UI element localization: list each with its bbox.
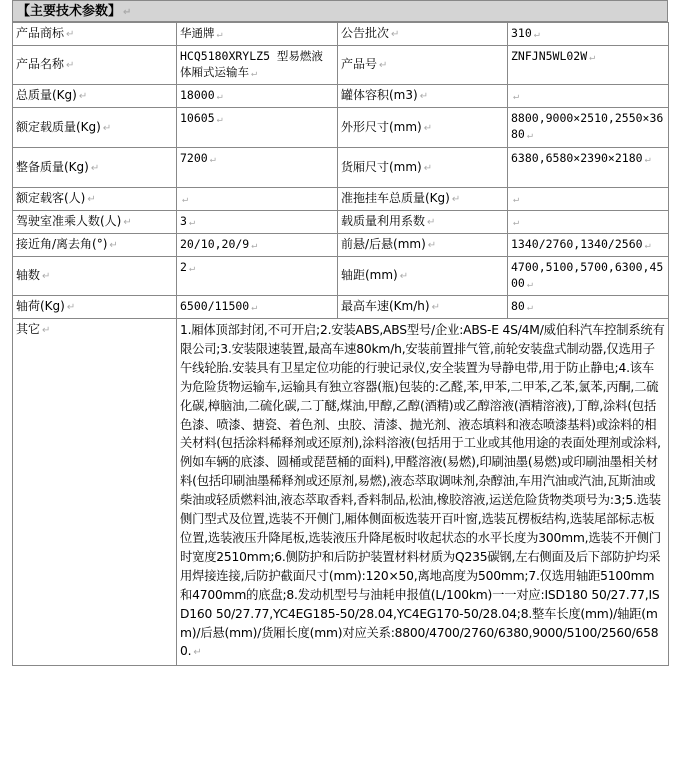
field-label-cell: [338, 148, 508, 188]
paragraph-mark-icon: ↵: [391, 29, 400, 40]
field-label-cell: [13, 211, 177, 234]
field-value-cell: [508, 188, 669, 211]
paragraph-mark-icon: ↵: [209, 154, 216, 165]
field-label: 最高车速(Km/h): [341, 299, 430, 313]
spec-row: [13, 23, 669, 46]
field-label-cell: [13, 108, 177, 148]
field-value-cell: [177, 234, 338, 257]
paragraph-mark-icon: ↵: [78, 91, 88, 102]
other-label: 其它: [16, 322, 41, 336]
field-label: 货厢尺寸(mm): [341, 159, 422, 174]
paragraph-mark-icon: ↵: [87, 194, 96, 205]
paragraph-mark-icon: ↵: [66, 29, 75, 40]
paragraph-mark-icon: ↵: [109, 240, 118, 251]
field-label-cell: [338, 108, 508, 148]
spec-table: [12, 22, 669, 666]
field-value-cell: [508, 296, 669, 319]
field-label: 载质量利用系数: [341, 214, 426, 228]
field-label: 额定载客(人): [16, 191, 86, 205]
field-label-cell: [338, 296, 508, 319]
paragraph-mark-icon: ↵: [513, 217, 520, 228]
field-label: 轴距(mm): [341, 268, 398, 282]
field-value: 10605: [180, 111, 215, 125]
field-value-cell: [508, 85, 669, 108]
paragraph-mark-icon: ↵: [90, 162, 100, 174]
field-value: HCQ5180XRYLZ5 型易燃液体厢式运输车: [180, 49, 323, 79]
paragraph-mark-icon: ↵: [251, 240, 258, 251]
field-value-cell: [177, 296, 338, 319]
field-value-cell: [177, 23, 338, 46]
other-text-cell: [177, 319, 669, 666]
paragraph-mark-icon: ↵: [399, 271, 409, 282]
field-value-cell: [508, 108, 669, 148]
paragraph-mark-icon: ↵: [533, 29, 540, 40]
other-label-cell: [13, 319, 177, 666]
field-value: 20/10,20/9: [180, 237, 250, 251]
paragraph-mark-icon: ↵: [644, 154, 651, 165]
paragraph-mark-icon: ↵: [526, 302, 533, 313]
spec-row: [13, 296, 669, 319]
field-value: 7200: [180, 151, 208, 165]
field-value: 80: [511, 299, 525, 313]
spec-row: [13, 234, 669, 257]
field-label: 驾驶室准乘人数(人): [16, 214, 122, 228]
spec-row: [13, 108, 669, 148]
spec-row: [13, 46, 669, 85]
field-label: 额定载质量(Kg): [16, 119, 101, 134]
paragraph-mark-icon: ↵: [216, 29, 223, 40]
section-header-text: 【主要技术参数】: [17, 4, 122, 19]
spec-row: [13, 85, 669, 108]
paragraph-mark-icon: ↵: [102, 122, 112, 134]
field-label-cell: [338, 211, 508, 234]
field-value-cell: [177, 85, 338, 108]
other-text: 1.厢体顶部封闭,不可开启;2.安装ABS,ABS型号/企业:ABS-E 4S/4M/威伯科汽车控制系统有限公司;3.安装限速装置,最高车速80km/h,安装前置排气管,前轮安装盘式制动器,仅选用子午线轮胎.安装具有卫星定位功能的行驶记录仪,安全装置为导静电带,用于防止静电;4.该车为危险货物运输车,运输具有独立容器(瓶)包装的:乙醛,苯,甲苯,二甲苯,乙苯,氯苯,丙酮,二硫化碳,樟脑油,二硫化碳,二丁醚,煤油,甲醇,乙醇(酒精)或乙醇溶液(酒精溶液),丁醇,涂料(包括色漆、喷漆、搪瓷、着色剂、虫胶、清漆、抛光剂、液态填料和液态喷漆基料)或涂料的相关材料(包括涂料稀释剂或还原剂),涂料溶液(包括用于工业或其他用途的表面处理剂或涂料,例如车辆的底漆、圆桶或琵琶桶的面料),甲醛溶液(易燃),印刷油墨(易燃)或印刷油墨相关材料(包括印刷油墨稀释剂或还原剂,易燃),液态萃取调味剂,杂醇油,车用汽油或汽油,瓦斯油或柴油或轻质燃料油,液态萃取香料,香料制品,松油,橡胶溶液,运送危险货物类项号为:3;5.选装侧门型式及位置,选装不开侧门,厢体侧面板选装开百叶窗,选装瓦楞板结构,选装尾部标志板位置,选装液压升降尾板,选装液压升降尾板时收起状态的水平长度为300mm,选装不开侧门时宽度2510mm;6.侧防护和后防护装置材料材质为Q235碳钢,左右侧面及后下部防护均采用焊接连接,后防护截面尺寸(mm):120×50,离地高度为500mm;7.仅选用轴距5100mm和4700mm的底盘;8.发动机型号与油耗申报值(L/100km)一一对应:ISD180 50/27.77,ISD160 50/27.77,YC4EG185-50/28.04,YC4EG170-50/28.04;8.整车长度(mm)/轴距(mm)/后悬(mm)/货厢长度(mm)对应关系:8800/4700/2760/6380,9000/5100/2560/6580.: [180, 323, 665, 659]
paragraph-mark-icon: ↵: [644, 240, 651, 251]
spec-row: [13, 148, 669, 188]
field-label: 轴数: [16, 268, 41, 282]
other-row: [13, 319, 669, 666]
field-value: 2: [180, 260, 187, 274]
field-value: 18000: [180, 88, 215, 102]
spec-row: [13, 211, 669, 234]
paragraph-mark-icon: ↵: [216, 114, 223, 125]
paragraph-mark-icon: ↵: [423, 162, 433, 174]
field-value: 6380,6580×2390×2180: [511, 151, 643, 165]
paragraph-mark-icon: ↵: [419, 91, 429, 102]
field-label-cell: [338, 234, 508, 257]
field-label: 轴荷(Kg): [16, 299, 65, 313]
field-value: 8800,9000×2510,2550×3680: [511, 111, 664, 141]
paragraph-mark-icon: ↵: [193, 647, 202, 659]
field-label: 外形尺寸(mm): [341, 119, 422, 134]
field-label: 总质量(Kg): [16, 88, 77, 102]
field-value: 6500/11500: [180, 299, 250, 313]
paragraph-mark-icon: ↵: [123, 7, 132, 18]
paragraph-mark-icon: ↵: [42, 271, 51, 282]
field-label: 接近角/离去角(°): [16, 237, 108, 251]
field-value-cell: [508, 257, 669, 296]
field-label: 前悬/后悬(mm): [341, 237, 426, 251]
spec-document: [12, 0, 668, 666]
paragraph-mark-icon: ↵: [188, 217, 195, 228]
paragraph-mark-icon: ↵: [66, 60, 75, 71]
field-value: 3: [180, 214, 187, 228]
paragraph-mark-icon: ↵: [42, 325, 51, 336]
paragraph-mark-icon: ↵: [66, 302, 76, 313]
paragraph-mark-icon: ↵: [423, 122, 433, 134]
paragraph-mark-icon: ↵: [188, 263, 195, 274]
field-label-cell: [13, 257, 177, 296]
field-value-cell: [177, 46, 338, 85]
paragraph-mark-icon: ↵: [526, 130, 533, 141]
field-label-cell: [13, 296, 177, 319]
field-value: 1340/2760,1340/2560: [511, 237, 643, 251]
field-value: ZNFJN5WL02W: [511, 49, 588, 63]
paragraph-mark-icon: ↵: [123, 217, 132, 228]
field-value-cell: [508, 234, 669, 257]
section-header: [12, 0, 668, 22]
field-value-cell: [177, 211, 338, 234]
field-label-cell: [13, 188, 177, 211]
field-label-cell: [13, 148, 177, 188]
paragraph-mark-icon: ↵: [216, 91, 223, 102]
field-label: 罐体容积(m3): [341, 88, 418, 102]
field-label: 准拖挂车总质量(Kg): [341, 191, 450, 205]
field-value-cell: [508, 148, 669, 188]
paragraph-mark-icon: ↵: [513, 91, 520, 102]
field-label-cell: [13, 85, 177, 108]
field-value: 华通牌: [180, 26, 215, 40]
field-label-cell: [13, 234, 177, 257]
field-label-cell: [13, 23, 177, 46]
paragraph-mark-icon: ↵: [431, 302, 440, 313]
spec-table-body: [13, 23, 669, 666]
paragraph-mark-icon: ↵: [451, 194, 461, 205]
field-value-cell: [508, 211, 669, 234]
field-label: 产品商标: [16, 26, 65, 40]
field-label-cell: [338, 23, 508, 46]
paragraph-mark-icon: ↵: [182, 194, 189, 205]
field-label-cell: [13, 46, 177, 85]
paragraph-mark-icon: ↵: [251, 302, 258, 313]
paragraph-mark-icon: ↵: [251, 68, 258, 79]
spec-row: [13, 257, 669, 296]
paragraph-mark-icon: ↵: [526, 279, 533, 290]
field-label: 产品号: [341, 57, 378, 71]
paragraph-mark-icon: ↵: [513, 194, 520, 205]
paragraph-mark-icon: ↵: [427, 217, 436, 228]
field-label: 公告批次: [341, 26, 390, 40]
field-value-cell: [177, 108, 338, 148]
field-label-cell: [338, 188, 508, 211]
field-value-cell: [177, 148, 338, 188]
field-value-cell: [508, 46, 669, 85]
paragraph-mark-icon: ↵: [427, 240, 437, 251]
field-label-cell: [338, 85, 508, 108]
field-value-cell: [508, 23, 669, 46]
spec-row: [13, 188, 669, 211]
field-value-cell: [177, 188, 338, 211]
field-value: 310: [511, 26, 532, 40]
paragraph-mark-icon: ↵: [379, 60, 388, 71]
field-label: 整备质量(Kg): [16, 159, 89, 174]
field-label-cell: [338, 257, 508, 296]
field-value-cell: [177, 257, 338, 296]
field-label-cell: [338, 46, 508, 85]
field-label: 产品名称: [16, 57, 65, 71]
field-value: 4700,5100,5700,6300,4500: [511, 260, 664, 290]
paragraph-mark-icon: ↵: [589, 52, 596, 63]
